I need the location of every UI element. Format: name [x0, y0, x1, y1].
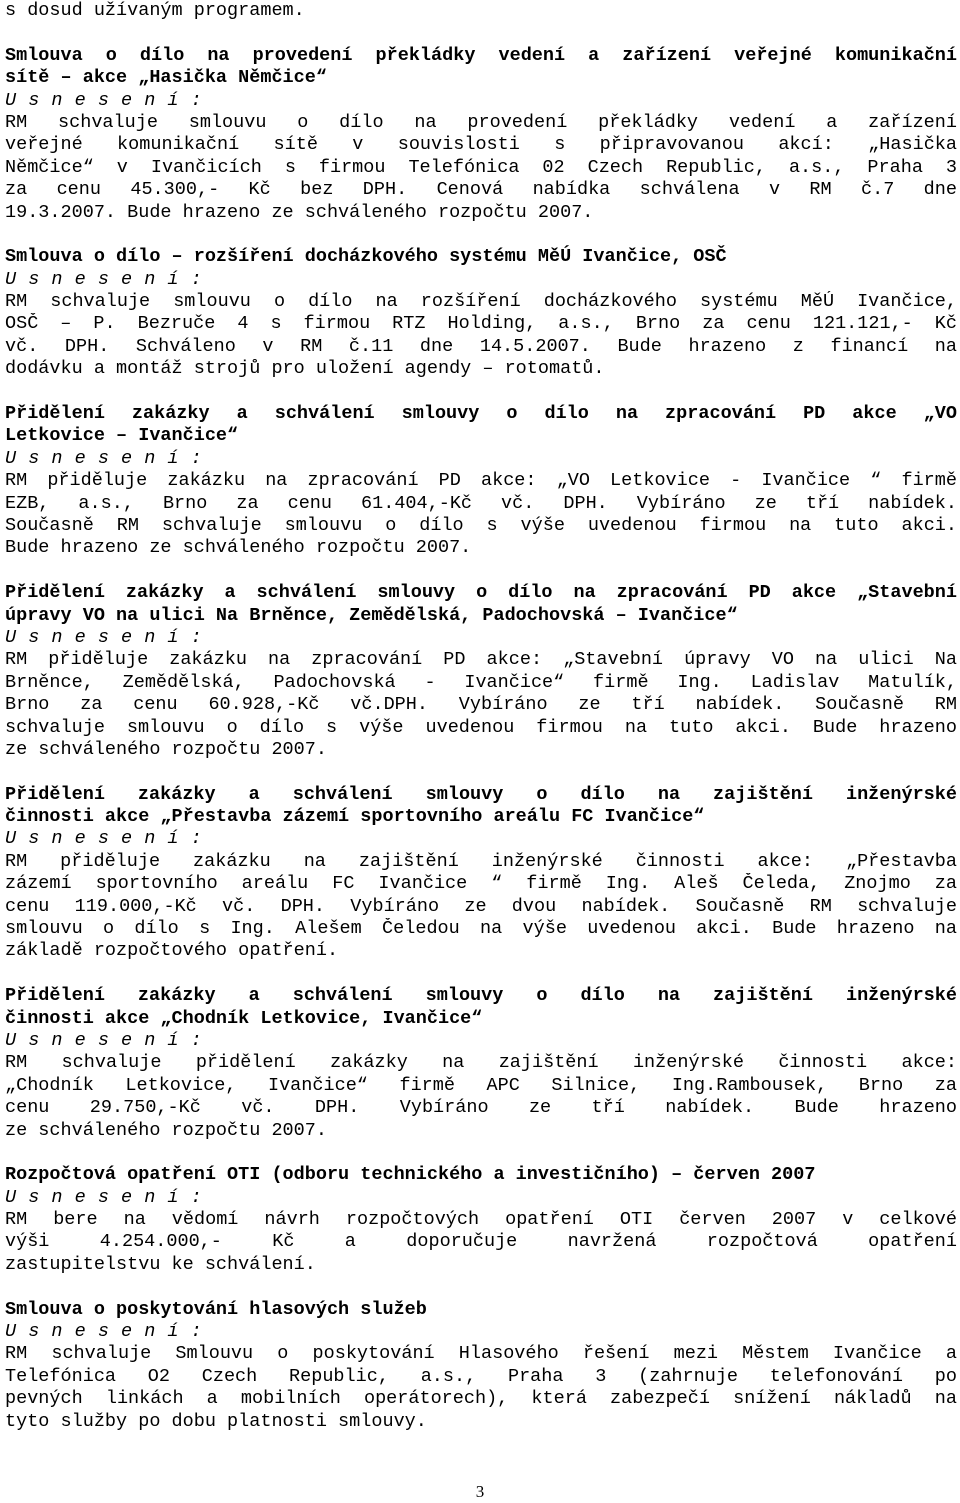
section-body-line: cenu 29.750,-Kč vč. DPH. Vybíráno ze tří nabídek. Bude hrazeno [5, 1097, 957, 1119]
resolution-label: U s n e s e n í : [5, 828, 203, 850]
resolution-label: U s n e s e n í : [5, 626, 203, 648]
section-title-line: Smlouva o poskytování hlasových služeb [5, 1298, 427, 1320]
section-body-line: RM schvaluje Smlouvu o poskytování Hlasového řešení mezi Městem Ivančice a [5, 1343, 957, 1365]
resolution-label: U s n e s e n í : [5, 1186, 203, 1208]
resolution-section [5, 784, 957, 963]
section-body-line: pevných linkách a mobilních operátorech), která zabezpečí snížení nákladů na [5, 1388, 957, 1410]
section-title-line: Přidělení zakázky a schválení smlouvy o dílo na zajištění inženýrské [5, 783, 957, 805]
section-title-line: Přidělení zakázky a schválení smlouvy o dílo na zpracování PD akce „VO [5, 403, 957, 425]
section-body-line: OSČ – P. Bezruče 4 s firmou RTZ Holding, a.s., Brno za cenu 121.121,- Kč [5, 313, 957, 335]
section-body-line: RM přiděluje zakázku na zpracování PD akce: „VO Letkovice - Ivančice “ firmě [5, 470, 957, 492]
section-title-line: Smlouva o dílo na provedení překládky vedení a zařízení veřejné komunikační [5, 44, 957, 66]
section-body-line: dodávku a montáž strojů pro uložení agendy – rotomatů. [5, 358, 605, 380]
section-body-line: veřejné komunikační sítě v souvislosti s připravovanou akcí: „Hasička [5, 134, 957, 156]
resolution-section [5, 985, 957, 1142]
section-body-line: schvaluje smlouvu o dílo s výše uvedenou firmou na tuto akci. Bude hrazeno [5, 716, 957, 738]
resolution-label: U s n e s e n í : [5, 1029, 203, 1051]
section-title-line: Rozpočtová opatření OTI (odboru technického a investičního) – červen 2007 [5, 1164, 816, 1186]
resolution-section [5, 246, 957, 380]
resolution-section [5, 1164, 957, 1276]
resolution-section [5, 1299, 957, 1433]
section-body-line: RM schvaluje přidělení zakázky na zajištění inženýrské činnosti akce: [5, 1052, 957, 1074]
resolution-section [5, 403, 957, 560]
section-body-line: Němčice“ v Ivančicích s firmou Telefónica 02 Czech Republic, a.s., Praha 3 [5, 156, 957, 178]
section-title-line: Přidělení zakázky a schválení smlouvy o dílo na zajištění inženýrské [5, 985, 957, 1007]
section-body-line: RM přiděluje zakázku na zpracování PD akce: „Stavební úpravy VO na ulici Na [5, 649, 957, 671]
section-title-line: činnosti akce „Přestavba zázemí sportovního areálu FC Ivančice“ [5, 806, 705, 828]
section-body-line: zázemí sportovního areálu FC Ivančice “ firmě Ing. Aleš Čeleda, Znojmo za [5, 873, 957, 895]
section-body-line: RM bere na vědomí návrh rozpočtových opatření OTI červen 2007 v celkové [5, 1209, 957, 1231]
section-body-line: Současně RM schvaluje smlouvu o dílo s výše uvedenou firmou na tuto akci. [5, 514, 957, 536]
section-body-line: ze schváleného rozpočtu 2007. [5, 1119, 327, 1141]
section-title-line: úpravy VO na ulici Na Brněnce, Zemědělská, Padochovská – Ivančice“ [5, 604, 738, 626]
section-body-line: ze schváleného rozpočtu 2007. [5, 738, 327, 760]
section-body-line: zastupitelstvu ke schválení. [5, 1253, 316, 1275]
page-number: 3 [475, 1482, 485, 1501]
resolution-sections [5, 45, 957, 1433]
section-body-line: RM přiděluje zakázku na zajištění inženýrské činnosti akce: „Přestavba [5, 850, 957, 872]
section-body-line: smlouvu o dílo s Ing. Alešem Čeledou na výše uvedenou akci. Bude hrazeno na [5, 918, 957, 940]
section-body-line: Bude hrazeno ze schváleného rozpočtu 2007. [5, 537, 472, 559]
document-page [5, 0, 957, 1433]
section-body-line: RM schvaluje smlouvu o dílo na rozšíření docházkového systému MěÚ Ivančice, [5, 291, 957, 313]
resolution-label: U s n e s e n í : [5, 447, 203, 469]
section-title-line: Přidělení zakázky a schválení smlouvy o dílo na zpracování PD akce „Stavební [5, 582, 957, 604]
resolution-label: U s n e s e n í : [5, 268, 203, 290]
section-body-line: RM schvaluje smlouvu o dílo na provedení překládky vedení a zařízení [5, 111, 957, 133]
section-body-line: výši 4.254.000,- Kč a doporučuje navržená rozpočtová opatření [5, 1231, 957, 1253]
section-body-line: Telefónica O2 Czech Republic, a.s., Praha 3 (zahrnuje telefonování po [5, 1365, 957, 1387]
resolution-section [5, 45, 957, 224]
resolution-label: U s n e s e n í : [5, 89, 203, 111]
section-body-line: za cenu 45.300,- Kč bez DPH. Cenová nabídka schválena v RM č.7 dne [5, 179, 957, 201]
resolution-section [5, 582, 957, 761]
section-body-line: Brno za cenu 60.928,-Kč vč.DPH. Vybíráno ze tří nabídek. Současně RM [5, 694, 957, 716]
section-body-line: EZB, a.s., Brno za cenu 61.404,-Kč vč. DPH. Vybíráno ze tří nabídek. [5, 492, 957, 514]
section-body-line: 19.3.2007. Bude hrazeno ze schváleného rozpočtu 2007. [5, 201, 594, 223]
section-body-line: cenu 119.000,-Kč vč. DPH. Vybíráno ze dvou nabídek. Současně RM schvaluje [5, 895, 957, 917]
resolution-label: U s n e s e n í : [5, 1321, 203, 1343]
section-title-line: Smlouva o dílo – rozšíření docházkového systému MěÚ Ivančice, OSČ [5, 246, 727, 268]
section-body-line: základě rozpočtového opatření. [5, 940, 339, 962]
section-body-line: „Chodník Letkovice, Ivančice“ firmě APC Silnice, Ing.Rambousek, Brno za [5, 1074, 957, 1096]
section-title-line: sítě – akce „Hasička Němčice“ [5, 67, 327, 89]
section-body-line: tyto služby po dobu platnosti smlouvy. [5, 1410, 427, 1432]
section-body-line: Brněnce, Zemědělská, Padochovská - Ivančice“ firmě Ing. Ladislav Matulík, [5, 671, 957, 693]
section-title-line: činnosti akce „Chodník Letkovice, Ivančice“ [5, 1007, 483, 1029]
intro-line: s dosud užívaným programem. [5, 0, 305, 21]
section-body-line: vč. DPH. Schváleno v RM č.11 dne 14.5.2007. Bude hrazeno z financí na [5, 335, 957, 357]
section-title-line: Letkovice – Ivančice“ [5, 425, 239, 447]
